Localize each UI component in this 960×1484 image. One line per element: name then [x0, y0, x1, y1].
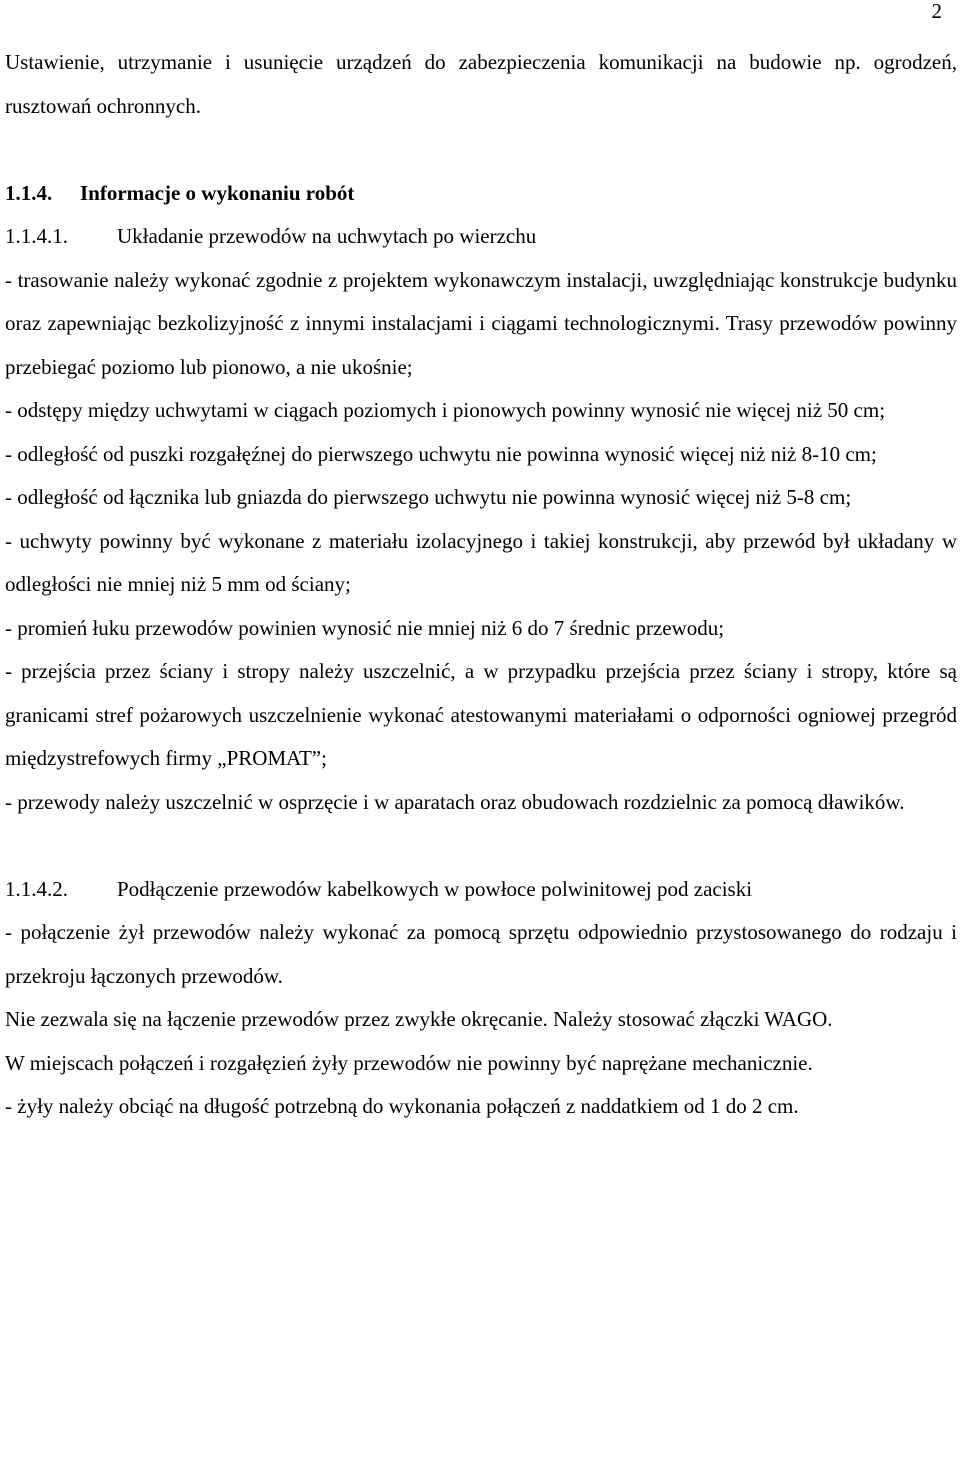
subsection-2-number: 1.1.4.2.	[5, 876, 68, 901]
paragraph: W miejscach połączeń i rozgałęzień żyły przewodów nie powinny być naprężane mechanicznie.	[5, 1050, 813, 1075]
list-item: - połączenie żył przewodów należy wykonać za pomocą sprzętu odpowiednio przystosowanego do rodzaju i przekroju łączonych przewodów.	[5, 920, 957, 988]
subsection-2-title: Podłączenie przewodów kabelkowych w powłoce polwinitowej pod zaciski	[117, 876, 753, 901]
section-number: 1.1.4.	[5, 180, 53, 205]
subsection-2-heading	[5, 868, 957, 912]
list-item: - uchwyty powinny być wykonane z materiału izolacyjnego i takiej konstrukcji, aby przewód był układany w odległości nie mniej niż 5 mm od ściany;	[5, 528, 957, 596]
intro-paragraph: Ustawienie, utrzymanie i usunięcie urządzeń do zabezpieczenia komunikacji na budowie np. ogrodzeń, rusztowań ochronnych.	[5, 50, 957, 118]
section-heading	[5, 172, 957, 216]
document-body	[5, 41, 957, 1129]
list-item: - przejścia przez ściany i stropy należy uszczelnić, a w przypadku przejścia przez ściany i stropy, które są granicami stref pożarowych uszczelnienie wykonać atestowanymi materiałami o odporności ogniowej przegród międzystrefowych firmy „PROMAT”;	[5, 659, 957, 770]
list-item: - promień łuku przewodów powinien wynosić nie mniej niż 6 do 7 średnic przewodu;	[5, 615, 725, 640]
subsection-1-heading	[5, 215, 957, 259]
list-item: - przewody należy uszczelnić w osprzęcie i w aparatach oraz obudowach rozdzielnic za pomocą dławików.	[5, 789, 905, 814]
list-item: - odstępy między uchwytami w ciągach poziomych i pionowych powinny wynosić nie więcej niż 50 cm;	[5, 398, 886, 422]
list-item: - odległość od łącznika lub gniazda do pierwszego uchwytu nie powinna wynosić więcej niż 5-8 cm;	[5, 485, 852, 509]
subsection-1-title: Układanie przewodów na uchwytach po wierzchu	[117, 224, 537, 248]
list-item: - odległość od puszki rozgałęźnej do pierwszego uchwytu nie powinna wynosić więcej niż niż 8-10 cm;	[5, 441, 877, 466]
page-number: 2	[931, 0, 942, 23]
paragraph: Nie zezwala się na łączenie przewodów przez zwykłe okręcanie. Należy stosować złączki WAGO.	[5, 1007, 833, 1031]
spacer	[5, 128, 957, 172]
section-title: Informacje o wykonaniu robót	[80, 180, 355, 205]
subsection-1-number: 1.1.4.1.	[5, 224, 68, 248]
spacer	[5, 824, 957, 868]
list-item: - trasowanie należy wykonać zgodnie z projektem wykonawczym instalacji, uwzględniając konstrukcje budynku oraz zapewniając bezkolizyjność z innymi instalacjami i ciągami technologicznymi. Trasy przewodów powinny przebiegać poziomo lub pionowo, a nie ukośnie;	[5, 267, 957, 379]
list-item: - żyły należy obciąć na długość potrzebną do wykonania połączeń z naddatkiem od 1 do 2 cm.	[5, 1094, 799, 1118]
